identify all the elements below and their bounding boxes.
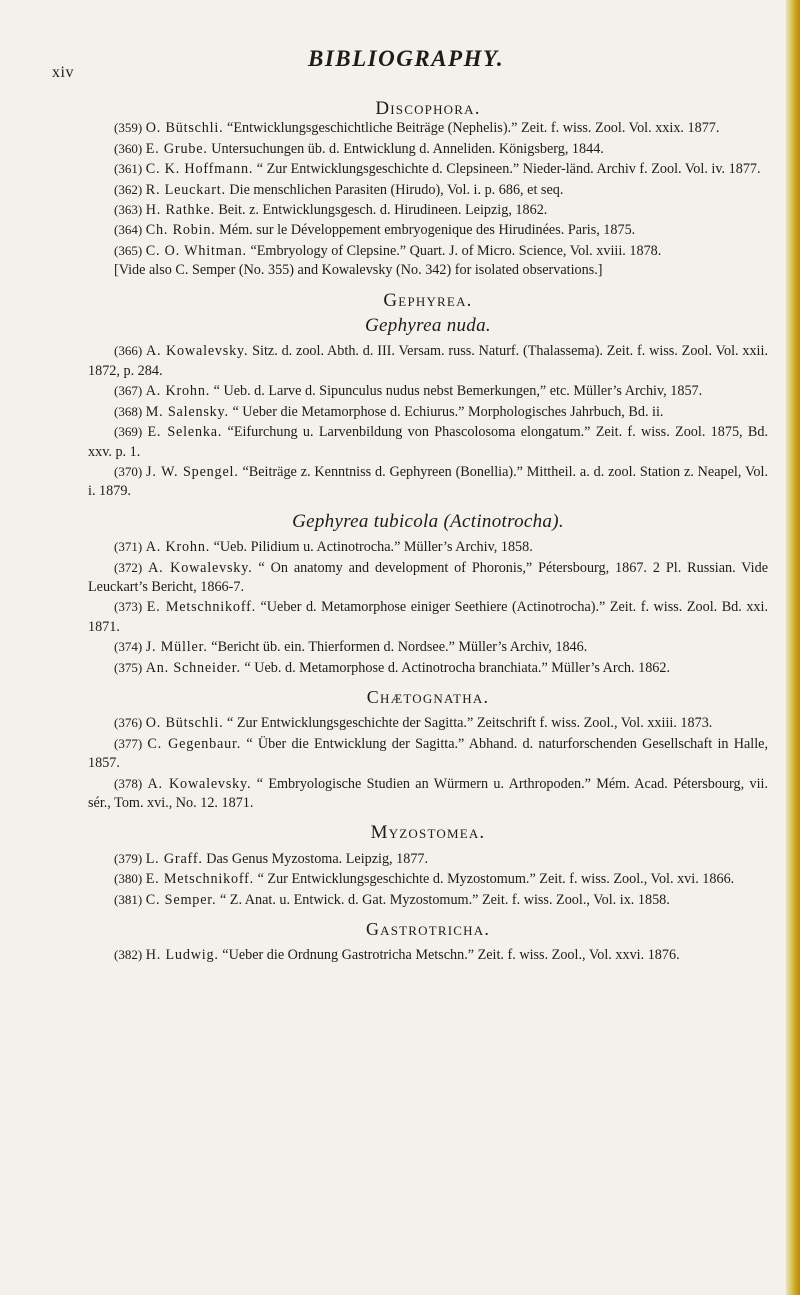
bib-entry: (381) C. Semper. “ Z. Anat. u. Entwick. d. Gat. Myzostomum.” Zeit. f. wiss. Zool., Vol. ix. 1858.: [114, 891, 670, 908]
bib-entry: (360) E. Grube. Untersuchungen üb. d. Entwicklung d. Anneliden. Königsberg, 1844.: [114, 140, 604, 157]
bib-entry: (370) J. W. Spengel. “Beiträge z. Kenntniss d. Gephyreen (Bonellia).” Mittheil. a. d. zool. Station z. Neapel, Vol. i. 1879.: [88, 463, 768, 500]
entry-list-myzostomea: [88, 849, 768, 910]
bib-entry: (373) E. Metschnikoff. “Ueber d. Metamorphose einiger Seethiere (Actinotrocha).” Zeit. f. wiss. Zool. Bd. xxi. 1871.: [88, 599, 768, 635]
bib-entry: (374) J. Müller. “Bericht üb. ein. Thierformen d. Nordsee.” Müller’s Archiv, 1846.: [114, 639, 588, 656]
section-title-chaetognatha: Chætognatha.: [366, 686, 490, 707]
running-title: BIBLIOGRAPHY.: [308, 46, 505, 71]
running-head: [0, 46, 800, 96]
subsection-title-gephyrea-nuda: Gephyrea nuda.: [365, 315, 491, 337]
bib-entry: (363) H. Rathke. Beit. z. Entwicklungsgesch. d. Hirudineen. Leipzig, 1862.: [114, 202, 548, 219]
bib-entry: (377) C. Gegenbaur. “ Über die Entwicklung der Sagitta.” Abhand. d. naturforschenden Gesellschaft in Halle, 1857.: [88, 735, 769, 772]
bib-entry: (366) A. Kowalevsky. Sitz. d. zool. Abth. d. III. Versam. russ. Naturf. (Thalassema). Zeit. f. wiss. Zool. Vol. xxii. 1872, p. 284.: [88, 343, 768, 379]
bib-entry: (382) H. Ludwig. “Ueber die Ordnung Gastrotricha Metschn.” Zeit. f. wiss. Zool., Vol. xxvi. 1876.: [114, 947, 680, 964]
subsection-title-gephyrea-tubicola: Gephyrea tubicola (Actinotrocha).: [292, 510, 564, 532]
bib-entry: (376) O. Bütschli. “ Zur Entwicklungsgeschichte der Sagitta.” Zeitschrift f. wiss. Zool., Vol. xxiii. 1873.: [114, 715, 713, 732]
section-title-myzostomea: Myzostomea.: [370, 822, 486, 844]
section-title-gastrotricha: Gastrotricha.: [365, 919, 491, 940]
bib-entry: (367) A. Krohn. “ Ueb. d. Larve d. Sipunculus nudus nebst Bemerkungen,” etc. Müller’s Archiv, 1857.: [114, 383, 703, 400]
section-title-gephyrea: Gephyrea.: [383, 289, 473, 311]
bib-entry: (361) C. K. Hoffmann. “ Zur Entwicklungsgeschichte d. Clepsineen.” Nieder-länd. Archiv f. Zool. Vol. iv. 1877.: [114, 161, 761, 178]
bib-entry: (375) An. Schneider. “ Ueb. d. Metamorphose d. Actinotrocha branchiata.” Müller’s Arch. 1862.: [114, 659, 671, 676]
bib-entry: (365) C. O. Whitman. “Embryology of Clepsine.” Quart. J. of Micro. Science, Vol. xviii. 1878.: [114, 242, 662, 259]
bib-entry: (364) Ch. Robin. Mém. sur le Développement embryogenique des Hirudinées. Paris, 1875.: [114, 222, 636, 239]
bibliography-content: [88, 99, 768, 966]
bib-entry: (378) A. Kowalevsky. “ Embryologische Studien an Würmern u. Arthropoden.” Mém. Acad. Pétersbourg, vii. sér., Tom. xvi., No. 12. 1871.: [88, 775, 769, 811]
bib-entry: (362) R. Leuckart. Die menschlichen Parasiten (Hirudo), Vol. i. p. 686, et seq.: [114, 181, 564, 198]
bib-note: [Vide also C. Semper (No. 355) and Kowalevsky (No. 342) for isolated observations.]: [114, 262, 603, 279]
bib-entry: (379) L. Graff. Das Genus Myzostoma. Leipzig, 1877.: [114, 850, 429, 867]
section-title-discophora: Discophora.: [375, 98, 481, 119]
bib-entry: (368) M. Salensky. “ Ueber die Metamorphose d. Echiurus.” Morphologisches Jahrbuch, Bd. ii.: [114, 403, 664, 420]
page-number: xiv: [52, 64, 74, 81]
entry-list-gastrotricha: [88, 945, 768, 965]
entry-list-chaetognatha: [88, 713, 768, 813]
entry-list-gephyrea-tubicola: [88, 537, 768, 678]
page-edge: [786, 0, 800, 1295]
entry-list-discophora: [88, 118, 768, 280]
bib-entry: (359) O. Bütschli. “Entwicklungsgeschichtliche Beiträge (Nephelis).” Zeit. f. wiss. Zool. Vol. xxix. 1877.: [114, 120, 720, 137]
bib-entry: (372) A. Kowalevsky. “ On anatomy and development of Phoronis,” Pétersbourg, 1867. 2 Pl. Russian. Vide Leuckart’s Bericht, 1866-7.: [88, 559, 769, 595]
bib-entry: (369) E. Selenka. “Eifurchung u. Larvenbildung von Phascolosoma elongatum.” Zeit. f. wiss. Zool. 1875, Bd. xxv. p. 1.: [88, 424, 768, 460]
entry-list-gephyrea-nuda: [88, 341, 768, 501]
bib-entry: (380) E. Metschnikoff. “ Zur Entwicklungsgeschichte d. Myzostomum.” Zeit. f. wiss. Zool., Vol. xvi. 1866.: [114, 871, 735, 888]
bib-entry: (371) A. Krohn. “Ueb. Pilidium u. Actinotrocha.” Müller’s Archiv, 1858.: [114, 539, 533, 556]
